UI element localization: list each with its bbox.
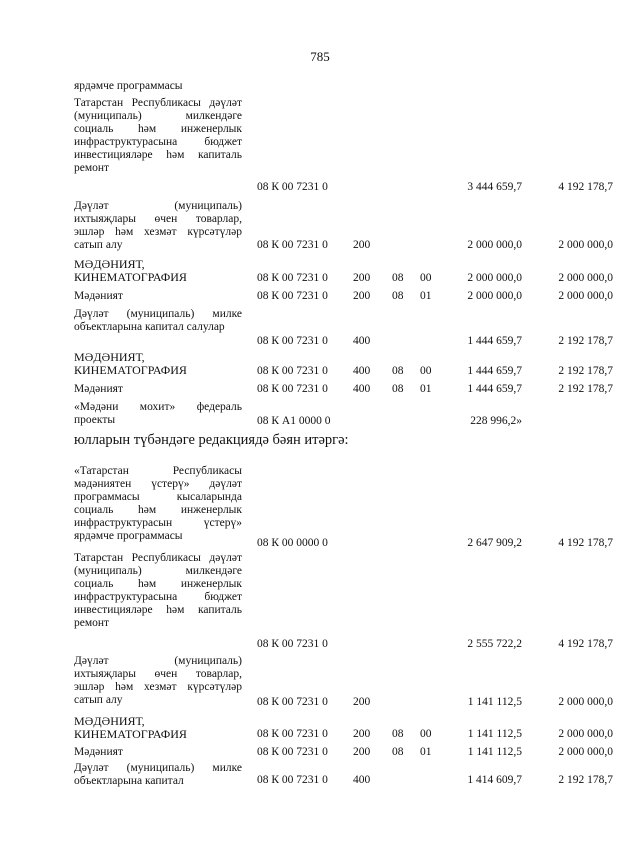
amount-year-2: 2 000 000,0 [558, 746, 613, 758]
expense-type-code: 200 [353, 272, 371, 284]
amount-year-2: 4 192 178,7 [558, 181, 613, 193]
target-article-code: 08 К 00 7231 0 [257, 181, 328, 193]
expense-type-code: 200 [353, 728, 371, 740]
target-article-code: 08 К 00 7231 0 [257, 383, 328, 395]
amount-year-1: 2 000 000,0 [467, 239, 522, 251]
row-description: МӘДӘНИЯТ, КИНЕМАТОГРАФИЯ [74, 350, 187, 377]
section-code: 08 [392, 365, 404, 377]
row-description: ярдәмче программасы [74, 80, 183, 92]
row-description: Дәүләт (муниципаль) милке объектларына капитал салулар [74, 308, 242, 333]
amount-year-1: 1 141 112,5 [467, 746, 522, 758]
row-description: Мәдәният [74, 383, 123, 395]
subsection-code: 01 [420, 290, 432, 302]
target-article-code: 08 К 00 7231 0 [257, 365, 328, 377]
expense-type-code: 200 [353, 746, 371, 758]
row-description: МӘДӘНИЯТ, КИНЕМАТОГРАФИЯ [74, 714, 187, 741]
section-code: 08 [392, 728, 404, 740]
expense-type-code: 200 [353, 239, 371, 251]
row-description: Мәдәният [74, 746, 123, 758]
row-description: Татарстан Республикасы дәүләт (муниципаль) милкендәге социаль һәм инженерлык инфраструктурасына бюджет инвестицияләре һәм капиталь ремонт [74, 97, 242, 174]
section-code: 08 [392, 272, 404, 284]
amount-year-1: 2 000 000,0 [467, 290, 522, 302]
subsection-code: 01 [420, 746, 432, 758]
expense-type-code: 400 [353, 383, 371, 395]
amount-year-2: 4 192 178,7 [558, 638, 613, 650]
row-description: Мәдәният [74, 290, 123, 302]
target-article-code: 08 К 00 7231 0 [257, 335, 328, 347]
expense-type-code: 200 [353, 696, 371, 708]
amount-year-1: 2 647 909,2 [467, 537, 522, 549]
target-article-code: 08 К 00 7231 0 [257, 746, 328, 758]
amount-year-2: 2 000 000,0 [558, 290, 613, 302]
target-article-code: 08 К 00 0000 0 [257, 537, 328, 549]
amount-year-1: 1 444 659,7 [467, 365, 522, 377]
amount-year-1: 1 444 659,7 [467, 335, 522, 347]
amount-year-1: 3 444 659,7 [467, 181, 522, 193]
amount-year-2: 4 192 178,7 [558, 537, 613, 549]
row-description: Дәүләт (муниципаль) ихтыяҗлары өчен товарлар, эшләр һәм хезмәт күрсәтүләр сатып алу [74, 200, 242, 251]
subsection-code: 01 [420, 383, 432, 395]
subsection-code: 00 [420, 365, 432, 377]
row-description: «Татарстан Республикасы мәдәниятен үстерү» дәүләт программасы кысаларында социаль һәм инженерлык инфраструктурасын үстерү» ярдәмче программасы [74, 465, 242, 542]
amount-year-1: 1 414 609,7 [467, 774, 522, 786]
section-code: 08 [392, 746, 404, 758]
amount-year-1: 1 141 112,5 [467, 728, 522, 740]
expense-type-code: 400 [353, 774, 371, 786]
target-article-code: 08 К 00 7231 0 [257, 239, 328, 251]
amount-year-1: 2 555 722,2 [467, 638, 522, 650]
section-code: 08 [392, 290, 404, 302]
amount-year-2: 2 192 178,7 [558, 383, 613, 395]
expense-type-code: 400 [353, 335, 371, 347]
amount-year-2: 2 192 178,7 [558, 774, 613, 786]
amount-year-2: 2 192 178,7 [558, 335, 613, 347]
amount-year-1: 2 000 000,0 [467, 272, 522, 284]
amount-year-1: 228 996,2» [470, 415, 522, 427]
expense-type-code: 400 [353, 365, 371, 377]
row-description: «Мәдәни мохит» федераль проекты [74, 401, 242, 426]
target-article-code: 08 К 00 7231 0 [257, 696, 328, 708]
amount-year-2: 2 192 178,7 [558, 365, 613, 377]
target-article-code: 08 К 00 7231 0 [257, 728, 328, 740]
target-article-code: 08 К 00 7231 0 [257, 272, 328, 284]
page-number: 785 [310, 49, 330, 64]
row-description: Дәүләт (муниципаль) ихтыяҗлары өчен товарлар, эшләр һәм хезмәт күрсәтүләр сатып алу [74, 655, 242, 706]
section-code: 08 [392, 383, 404, 395]
target-article-code: 08 К А1 0000 0 [257, 415, 331, 427]
amount-year-1: 1 141 112,5 [467, 696, 522, 708]
amount-year-2: 2 000 000,0 [558, 239, 613, 251]
target-article-code: 08 К 00 7231 0 [257, 638, 328, 650]
row-description: МӘДӘНИЯТ, КИНЕМАТОГРАФИЯ [74, 257, 187, 284]
target-article-code: 08 К 00 7231 0 [257, 774, 328, 786]
amount-year-2: 2 000 000,0 [558, 728, 613, 740]
amendment-instruction: юлларын түбәндәге редакциядә бәян итәргә: [74, 432, 349, 448]
amount-year-2: 2 000 000,0 [558, 272, 613, 284]
amount-year-2: 2 000 000,0 [558, 696, 613, 708]
row-description: Дәүләт (муниципаль) милке объектларына капитал [74, 762, 242, 787]
target-article-code: 08 К 00 7231 0 [257, 290, 328, 302]
expense-type-code: 200 [353, 290, 371, 302]
subsection-code: 00 [420, 272, 432, 284]
subsection-code: 00 [420, 728, 432, 740]
row-description: Татарстан Республикасы дәүләт (муниципаль) милкендәге социаль һәм инженерлык инфраструктурасына бюджет инвестицияләре һәм капиталь ремонт [74, 552, 242, 629]
amount-year-1: 1 444 659,7 [467, 383, 522, 395]
